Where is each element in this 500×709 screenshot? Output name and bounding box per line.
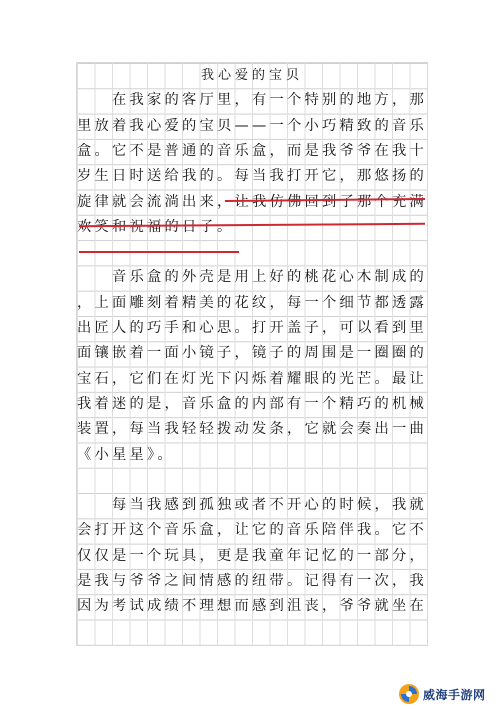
text-line: 在我家的客厅里，有一个特别的地方，那: [77, 92, 427, 109]
text-line: 会打开这个音乐盒，让它的音乐陪伴我。它不: [77, 522, 427, 539]
text-line: 《小星星》。: [77, 446, 175, 463]
text-line: 旋律就会流淌出来，让我仿佛回到了那个充满: [77, 193, 427, 210]
text-line: 因为考试成绩不理想而感到沮丧，爷爷就坐在: [77, 598, 427, 615]
logo-swirl-icon: [398, 683, 420, 705]
text-line: 宝石，它们在灯光下闪烁着耀眼的光芒。最让: [77, 370, 427, 387]
text-line: 盒。它不是普通的音乐盒，而是我爷爷在我十: [77, 142, 427, 159]
text-line: 里放着我心爱的宝贝——一个小巧精致的音乐: [77, 117, 427, 134]
text-line: 欢笑和祝福的日子。: [77, 218, 235, 235]
text-line: 是我与爷爷之间情感的纽带。记得有一次，我: [77, 573, 427, 589]
text-line: 出匠人的巧手和心思。打开盖子，可以看到里: [77, 320, 427, 336]
writing-paper: [76, 62, 428, 646]
text-line: ，上面雕刻着精美的花纹，每一个细节都透露: [77, 294, 427, 311]
text-line: 面镶嵌着一面小镜子，镜子的周围是一圈圈的: [77, 345, 427, 362]
text-line: 装置，每当我轻轻拨动发条，它就会奏出一曲: [77, 421, 427, 438]
text-line: 仅仅是一个玩具，更是我童年记忆的一部分，: [77, 547, 427, 564]
text-line: 我着迷的是，音乐盒的内部有一个精巧的机械: [77, 395, 427, 412]
text-line: 音乐盒的外壳是用上好的桃花心木制成的: [77, 269, 427, 286]
logo-text: 威海手游网: [423, 687, 486, 702]
text-line: 每当我感到孤独或者不开心的时候，我就: [77, 497, 427, 514]
site-logo[interactable]: [398, 683, 486, 705]
text-line: 岁生日时送给我的。每当我打开它，那悠扬的: [77, 168, 427, 185]
document-title: 我心爱的宝贝: [200, 68, 303, 83]
red-underline: [79, 251, 239, 253]
